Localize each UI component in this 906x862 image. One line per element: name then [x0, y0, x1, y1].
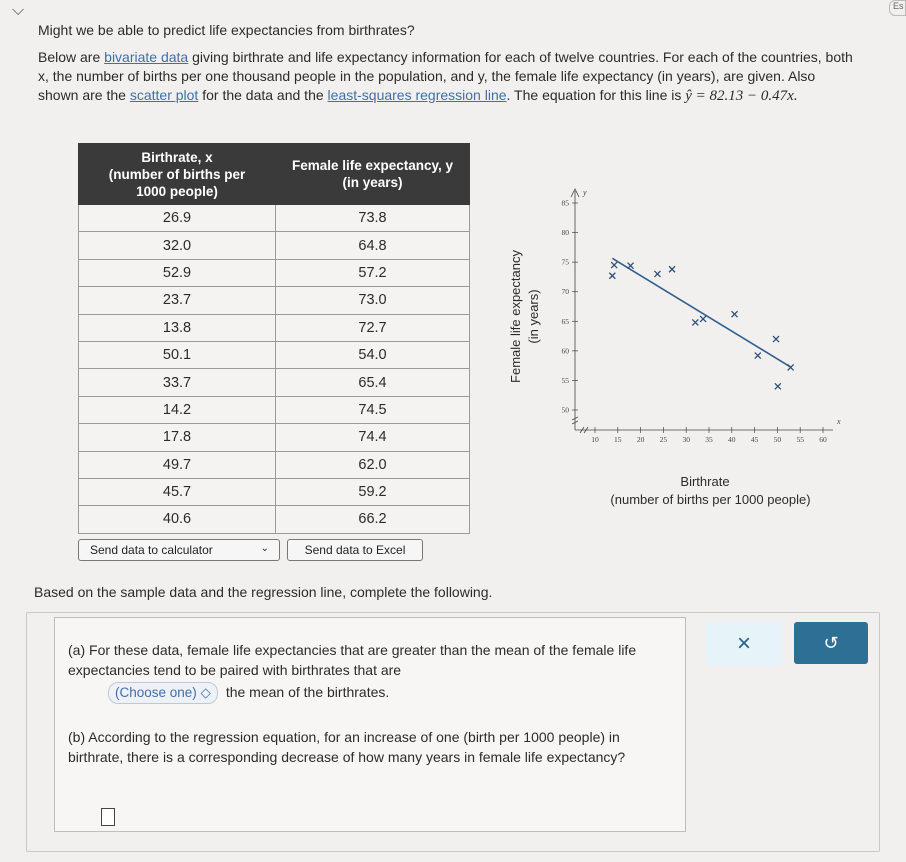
x-axis-letter: x	[837, 417, 841, 426]
scatter-plot-link[interactable]: scatter plot	[129, 87, 199, 103]
send-to-excel-label: Send data to Excel	[304, 543, 406, 557]
close-icon: ×	[736, 630, 751, 657]
intro-text: giving birthrate and life expectancy information for each of twelve countries. For each of the countries, both x, the number of births per one thousand people in the population, and y, the female life expectancy (in years), are given. Also shown are the	[38, 49, 853, 103]
x-tick-label: 15	[614, 435, 622, 444]
birthrate-cell: 45.7	[79, 478, 276, 505]
birthrate-cell: 33.7	[79, 369, 276, 396]
life-expectancy-cell: 62.0	[276, 451, 470, 478]
life-expectancy-cell: 73.0	[276, 287, 470, 314]
send-to-calculator-dropdown[interactable]	[78, 539, 280, 561]
y-tick-label: 80	[561, 228, 569, 238]
data-point	[773, 336, 779, 342]
x-tick-label: 45	[750, 435, 759, 444]
x-tick-label: 55	[796, 435, 804, 444]
y-axis-title: Female life expectancy	[508, 250, 523, 383]
clear-button[interactable]	[706, 622, 782, 666]
table-row	[79, 205, 470, 232]
life-expectancy-cell: 64.8	[276, 232, 470, 259]
life-expectancy-cell: 54.0	[276, 341, 470, 368]
birthrate-cell: 32.0	[79, 232, 276, 259]
part-a	[68, 640, 668, 704]
table-row	[79, 287, 470, 314]
intro-text: Below are	[38, 49, 105, 65]
birthrate-cell: 49.7	[79, 451, 276, 478]
life-expectancy-cell: 59.2	[276, 478, 470, 505]
x-tick-label: 50	[773, 435, 782, 444]
x-tick-label: 20	[636, 435, 645, 444]
undo-button[interactable]	[794, 622, 868, 664]
regression-line	[612, 258, 790, 367]
part-b	[68, 727, 668, 767]
birthrate-cell: 50.1	[79, 341, 276, 368]
x-tick-label: 30	[682, 435, 690, 444]
bivariate-data-link[interactable]: bivariate data	[104, 49, 189, 65]
life-expectancy-cell: 65.4	[276, 369, 470, 396]
birthrate-cell: 17.8	[79, 424, 276, 451]
choose-one-dropdown[interactable]: (Choose one) ◇	[108, 682, 218, 704]
corner-tab[interactable]: Es	[889, 0, 906, 16]
x-tick-label: 60	[819, 435, 827, 444]
x-tick-label: 10	[591, 435, 599, 444]
birthrate-header-line1: Birthrate, x	[141, 149, 213, 165]
answer-input[interactable]	[101, 808, 115, 826]
y-tick-label: 60	[561, 346, 569, 356]
life-expectancy-header-line1: Female life expectancy, y	[291, 158, 454, 173]
table-row	[79, 506, 470, 533]
data-point	[775, 383, 781, 389]
life-expectancy-cell: 57.2	[276, 259, 470, 286]
x-tick-label: 35	[705, 435, 713, 444]
table-row	[79, 369, 470, 396]
birthrate-cell: 26.9	[79, 205, 276, 232]
y-tick-label: 70	[561, 287, 569, 297]
life-expectancy-cell: 73.8	[276, 205, 470, 232]
birthrate-cell: 52.9	[79, 259, 276, 286]
life-expectancy-cell: 72.7	[276, 314, 470, 341]
birthrate-header-line3: 1000 people)	[136, 183, 218, 199]
data-point	[611, 262, 617, 268]
life-expectancy-cell: 74.5	[276, 396, 470, 423]
data-point	[669, 266, 675, 272]
table-row	[79, 259, 470, 286]
y-tick-label: 85	[561, 198, 569, 208]
data-point	[732, 311, 738, 317]
undo-icon: ↺	[823, 632, 839, 653]
table-row	[79, 451, 470, 478]
intro-text: . The equation for this line is	[506, 87, 686, 103]
send-to-excel-button[interactable]	[287, 539, 423, 561]
birthrate-cell: 13.8	[79, 314, 276, 341]
y-axis-letter: y	[583, 188, 587, 197]
part-b-label: (b)	[68, 729, 86, 745]
question-title: Might we be able to predict life expectancies from birthrates?	[38, 22, 415, 38]
intro-text: for the data and the	[198, 87, 328, 103]
data-table	[78, 143, 470, 534]
data-point	[788, 364, 794, 370]
table-row	[79, 478, 470, 505]
regression-line-link[interactable]: least-squares regression line	[327, 87, 507, 103]
life-expectancy-header-line2: (in years)	[342, 175, 403, 190]
y-axis-subtitle: (in years)	[526, 289, 541, 344]
table-row	[79, 232, 470, 259]
data-point	[609, 273, 615, 279]
data-point	[755, 353, 761, 359]
instructions: Based on the sample data and the regression line, complete the following.	[34, 584, 493, 600]
x-axis-title: Birthrate	[680, 474, 730, 489]
x-axis-subtitle: (number of births per 1000 people)	[610, 492, 811, 507]
regression-equation: ŷ = 82.13 − 0.47x.	[685, 88, 798, 104]
birthrate-header-line2: (number of births per	[108, 166, 246, 182]
x-tick-label: 25	[659, 435, 668, 444]
birthrate-cell: 14.2	[79, 396, 276, 423]
data-point	[628, 263, 634, 269]
part-a-label: (a)	[68, 642, 86, 658]
y-tick-label: 50	[561, 405, 569, 415]
y-tick-label: 75	[561, 257, 569, 267]
part-b-text: According to the regression equation, for an increase of one (birth per 1000 people) in birthrate, there is a corresponding decrease of how many years in female life expectancy?	[68, 729, 626, 765]
part-a-text-end: the mean of the birthrates.	[225, 684, 390, 700]
life-expectancy-cell: 74.4	[276, 424, 470, 451]
data-point	[700, 316, 706, 322]
birthrate-cell: 40.6	[79, 506, 276, 533]
table-row	[79, 424, 470, 451]
x-tick-label: 40	[728, 435, 736, 444]
y-tick-label: 55	[561, 375, 569, 385]
send-to-calculator-label: Send data to calculator	[90, 543, 213, 557]
data-point	[692, 319, 698, 325]
table-header-row	[79, 144, 470, 205]
birthrate-cell: 23.7	[79, 287, 276, 314]
data-point	[654, 271, 660, 277]
life-expectancy-header	[276, 144, 470, 205]
collapse-chevron-icon[interactable]: ⌵	[12, 2, 25, 19]
y-tick-label: 65	[561, 316, 569, 326]
chevron-down-icon: ⌄	[260, 543, 269, 554]
table-row	[79, 314, 470, 341]
question-intro	[38, 48, 858, 106]
birthrate-header	[79, 144, 276, 205]
life-expectancy-cell: 66.2	[276, 506, 470, 533]
table-row	[79, 396, 470, 423]
table-row	[79, 341, 470, 368]
part-a-text: For these data, female life expectancies that are greater than the mean of the female life expectancies tend to be paired with birthrates that are	[68, 642, 637, 678]
scatter-plot	[505, 188, 850, 473]
